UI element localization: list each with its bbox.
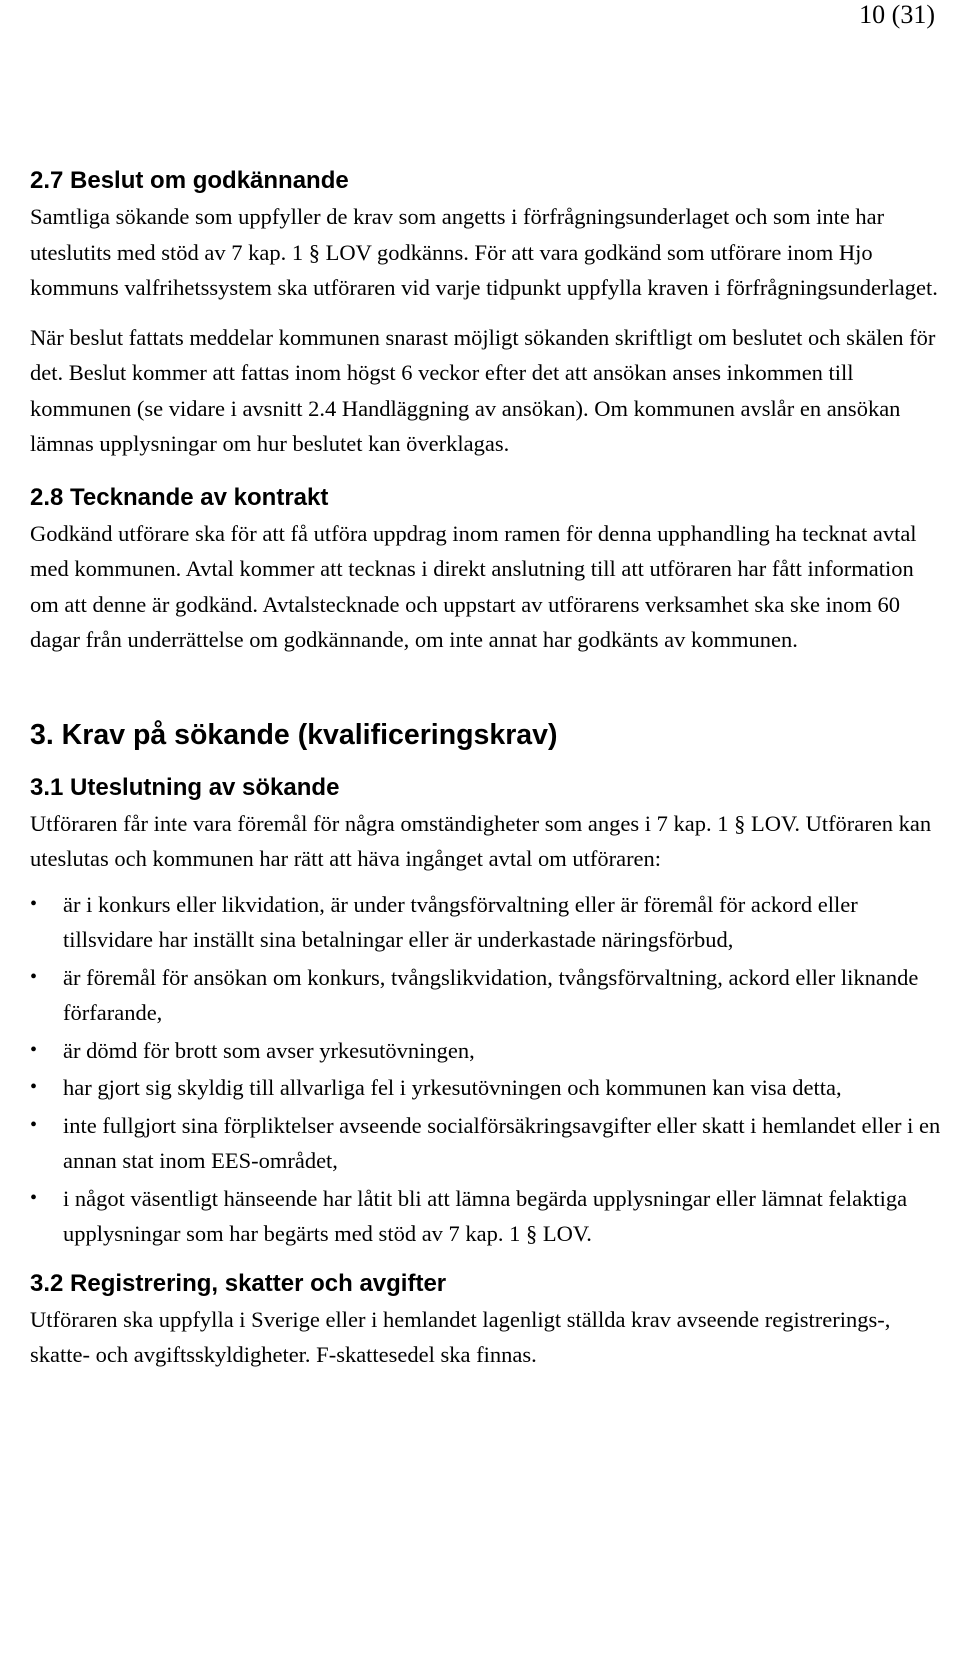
list-item-text: inte fullgjort sina förpliktelser avseende socialförsäkringsavgifter eller skatt i hemlandet eller i en annan stat inom EES-området,	[63, 1112, 941, 1173]
list-item-text: är dömd för brott som avser yrkesutövningen,	[63, 1037, 475, 1063]
section-heading-3-2: 3.2 Registrering, skatter och avgifter	[30, 1269, 447, 1297]
paragraph: Godkänd utförare ska för att få utföra uppdrag inom ramen för denna upphandling ha tecknat avtal med kommunen. Avtal kommer att tecknas i direkt anslutning till att utföraren har fått information om att denne är godkänd. Avtalstecknade och uppstart av utförarens verksamhet ska ske inom 60 dagar från underrättelse om godkännande, om inte annat har godkänts av kommunen.	[30, 520, 917, 652]
bullet-icon: •	[30, 1038, 38, 1061]
paragraph: Utföraren får inte vara föremål för några omständigheter som anges i 7 kap. 1 § LOV. Utföraren kan uteslutas och kommunen har rätt att häva ingånget avtal om utföraren:	[30, 810, 932, 871]
section-heading-2-8: 2.8 Tecknande av kontrakt	[30, 483, 329, 511]
chapter-heading-3: 3. Krav på sökande (kvalificeringskrav)	[30, 718, 558, 751]
list-item	[30, 960, 945, 1031]
bullet-icon: •	[30, 1113, 38, 1136]
list-item	[30, 1181, 945, 1252]
list-item-text: är i konkurs eller likvidation, är under tvångsförvaltning eller är föremål för ackord eller tillsvidare har inställt sina betalningar eller är underkastade näringsförbud,	[63, 891, 858, 952]
paragraph: När beslut fattats meddelar kommunen snarast möjligt sökanden skriftligt om beslutet och skälen för det. Beslut kommer att fattas inom högst 6 veckor efter det att ansökan anses inkommen till kommunen (se vidare i avsnitt 2.4 Handläggning av ansökan). Om kommunen avslår en ansökan lämnas upplysningar om hur beslutet kan överklagas.	[30, 324, 936, 456]
list-item	[30, 887, 945, 958]
paragraph: Utföraren ska uppfylla i Sverige eller i hemlandet lagenligt ställda krav avseende registrerings-, skatte- och avgiftsskyldigheter. F-skattesedel ska finnas.	[30, 1306, 891, 1367]
list-item-text: är föremål för ansökan om konkurs, tvångslikvidation, tvångsförvaltning, ackord eller liknande förfarande,	[63, 964, 919, 1025]
bullet-icon: •	[30, 1076, 38, 1098]
section-heading-2-7: 2.7 Beslut om godkännande	[30, 167, 349, 194]
paragraph: Samtliga sökande som uppfyller de krav som angetts i förfrågningsunderlaget och som inte har uteslutits med stöd av 7 kap. 1 § LOV godkänns. För att vara godkänd som utförare inom Hjo kommuns valfrihetssystem ska utföraren vid varje tidpunkt uppfylla kraven i förfrågningsunderlaget.	[30, 204, 938, 300]
page-number: 10 (31)	[859, 0, 935, 29]
document-body	[30, 163, 945, 1373]
list-item-text: i något väsentligt hänseende har låtit bli att lämna begärda upplysningar eller lämnat felaktiga upplysningar som har begärts med stöd av 7 kap. 1 § LOV.	[63, 1185, 908, 1246]
list-item-text: har gjort sig skyldig till allvarliga fel i yrkesutövningen och kommunen kan visa detta,	[63, 1075, 842, 1100]
bullet-icon: •	[30, 1186, 38, 1209]
bullet-icon: •	[30, 965, 38, 988]
bullet-icon: •	[30, 892, 38, 915]
list-item	[30, 1033, 945, 1069]
exclusion-list	[30, 887, 945, 1252]
section-heading-3-1: 3.1 Uteslutning av sökande	[30, 773, 340, 801]
list-item	[30, 1108, 945, 1179]
list-item	[30, 1070, 945, 1106]
